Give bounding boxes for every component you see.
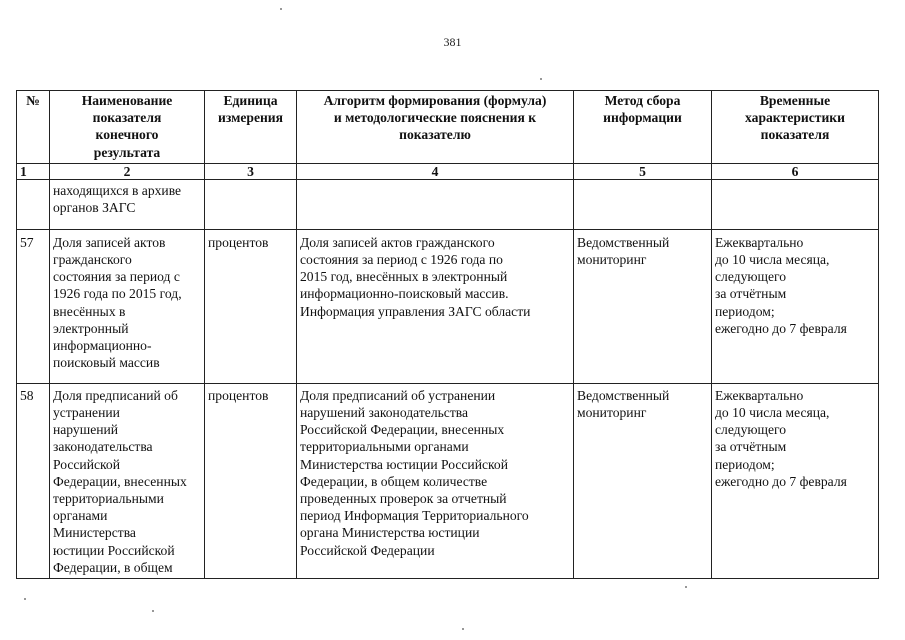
text-line: Доля записей актов гражданского	[300, 234, 495, 250]
row-number: 57	[17, 229, 50, 383]
text-line: Алгоритм формирования (формула)	[323, 93, 547, 108]
text-line: Федерации, в общем	[53, 559, 173, 575]
column-number-row	[17, 163, 879, 179]
scan-speck	[540, 78, 542, 80]
header-method	[574, 91, 712, 164]
text-line: следующего	[715, 422, 787, 438]
column-number: 2	[50, 163, 205, 179]
header-algorithm	[297, 91, 574, 164]
text-line: устранении	[53, 405, 120, 421]
table-row	[17, 229, 879, 383]
unit	[205, 179, 297, 229]
text-line: Ежеквартально	[715, 234, 804, 250]
table-row	[17, 383, 879, 578]
text-line: территориальными органами	[300, 439, 469, 455]
text-line: периодом;	[715, 456, 775, 472]
text-line: 2015 год, внесённых в электронный	[300, 269, 508, 285]
indicator-name	[50, 179, 205, 229]
text-line: до 10 числа месяца,	[715, 405, 830, 421]
text-line: до 10 числа месяца,	[715, 252, 830, 268]
text-line: юстиции Российской	[53, 542, 175, 558]
text-line: Доля предписаний об устранении	[300, 387, 496, 403]
method	[574, 179, 712, 229]
column-number: 5	[574, 163, 712, 179]
method	[574, 229, 712, 383]
column-number: 4	[297, 163, 574, 179]
text-line: Единица	[223, 93, 278, 108]
column-number: 1	[17, 163, 50, 179]
text-line: поисковый массив	[53, 355, 160, 371]
text-line: измерения	[217, 110, 283, 126]
text-line: Министерства	[53, 525, 136, 541]
timing	[712, 383, 879, 578]
text-line: мониторинг	[577, 252, 647, 268]
text-line: находящихся в архиве	[53, 182, 182, 198]
text-line: Федерации, внесенных	[53, 473, 187, 489]
text-line: характеристики	[745, 110, 845, 126]
text-line: за отчётным	[715, 286, 787, 302]
timing	[712, 179, 879, 229]
algorithm	[297, 179, 574, 229]
text-line: за отчётным	[715, 439, 787, 455]
column-number: 3	[205, 163, 297, 179]
row-number	[17, 179, 50, 229]
header-unit	[205, 91, 297, 164]
text-line: органами	[53, 508, 108, 524]
text-line: ежегодно до 7 февраля	[715, 473, 847, 489]
text-line: показателя	[92, 110, 162, 126]
column-number: 6	[712, 163, 879, 179]
method	[574, 383, 712, 578]
text-line: и методологические пояснения к	[333, 110, 537, 126]
text-line: результата	[93, 144, 161, 160]
unit: процентов	[205, 383, 297, 578]
text-line: законодательства	[53, 439, 153, 455]
text-line: проведенных проверок за отчетный	[300, 491, 507, 507]
text-line: конечного	[95, 127, 159, 143]
algorithm	[297, 229, 574, 383]
scan-speck	[280, 8, 282, 10]
scan-speck	[24, 598, 26, 600]
text-line: показателя	[760, 127, 830, 143]
text-line: №	[26, 93, 40, 108]
text-line: Доля записей актов	[53, 234, 166, 250]
text-line: Метод сбора	[604, 93, 681, 108]
scan-speck	[152, 610, 154, 612]
text-line: Ведомственный	[577, 387, 670, 403]
text-line: состояния за период с	[53, 269, 180, 285]
text-line: состояния за период с 1926 года по	[300, 252, 503, 268]
text-line: ежегодно до 7 февраля	[715, 320, 847, 336]
text-line: информационно-	[53, 338, 152, 354]
header-timing	[712, 91, 879, 164]
indicator-name	[50, 383, 205, 578]
text-line: Информация управления ЗАГС области	[300, 303, 531, 319]
text-line: Министерства юстиции Российской	[300, 456, 508, 472]
text-line: следующего	[715, 269, 787, 285]
indicators-table	[16, 90, 879, 579]
table-row	[17, 179, 879, 229]
text-line: Российской Федерации, внесенных	[300, 422, 505, 438]
row-number: 58	[17, 383, 50, 578]
page-number: 381	[443, 35, 462, 49]
text-line: периодом;	[715, 303, 775, 319]
header-number	[17, 91, 50, 164]
text-line: Ведомственный	[577, 234, 670, 250]
header-indicator-name	[50, 91, 205, 164]
table-header-row	[17, 91, 879, 164]
text-line: период Информация Территориального	[300, 508, 529, 524]
text-line: информации	[603, 110, 682, 126]
text-line: 1926 года по 2015 год,	[53, 286, 182, 302]
text-line: Федерации, в общем количестве	[300, 473, 488, 489]
text-line: гражданского	[53, 252, 132, 268]
text-line: органов ЗАГС	[53, 200, 136, 216]
text-line: Российской Федерации	[300, 542, 435, 558]
indicator-name	[50, 229, 205, 383]
text-line: мониторинг	[577, 405, 647, 421]
text-line: органа Министерства юстиции	[300, 525, 480, 541]
timing	[712, 229, 879, 383]
text-line: Доля предписаний об	[53, 387, 178, 403]
text-line: информационно-поисковый массив.	[300, 286, 509, 302]
scan-speck	[462, 628, 464, 630]
algorithm	[297, 383, 574, 578]
text-line: электронный	[53, 320, 129, 336]
scan-speck	[685, 586, 687, 588]
unit: процентов	[205, 229, 297, 383]
text-line: внесённых в	[53, 303, 126, 319]
text-line: Временные	[759, 93, 831, 108]
text-line: Российской	[53, 456, 120, 472]
text-line: показателю	[399, 127, 471, 143]
text-line: нарушений законодательства	[300, 405, 469, 421]
text-line: нарушений	[53, 422, 119, 438]
text-line: территориальными	[53, 491, 164, 507]
text-line: Наименование	[81, 93, 173, 108]
text-line: Ежеквартально	[715, 387, 804, 403]
